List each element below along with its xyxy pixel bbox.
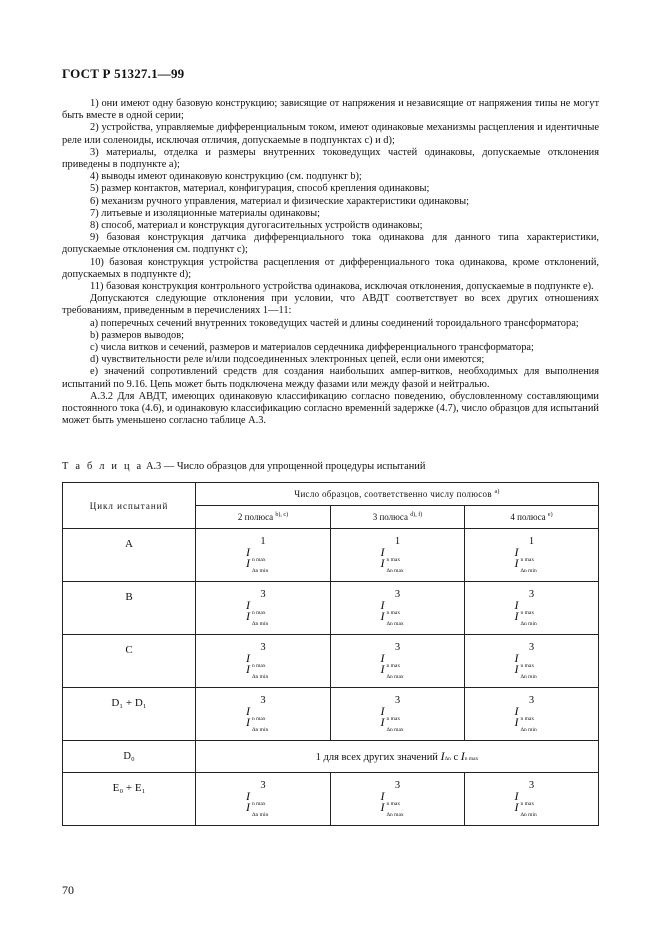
sample-cell xyxy=(196,773,331,826)
table-row xyxy=(63,688,599,741)
table-row xyxy=(63,582,599,635)
current-symbol: I n max xyxy=(246,545,266,563)
current-symbol: I n max xyxy=(246,789,266,807)
current-symbol: I Δn min xyxy=(514,715,537,733)
current-symbol: I Δn min xyxy=(514,556,537,574)
current-symbol: I Δn min xyxy=(514,609,537,627)
sample-count: 3 xyxy=(394,695,401,706)
paragraph: а) поперечных сечений внутренних токоведущих частей и длины соединений тороидального трансформатора; xyxy=(90,317,579,329)
sample-count: 3 xyxy=(260,642,266,653)
page-number: 70 xyxy=(62,883,74,897)
sample-count: 3 xyxy=(528,780,535,791)
sample-cell xyxy=(465,529,599,582)
paragraph: 4) выводы имеют одинаковую конструкцию (см. подпункт b); xyxy=(90,171,362,183)
sample-cell xyxy=(196,529,331,582)
current-symbol: I Δn min xyxy=(246,715,269,733)
sample-cell xyxy=(331,582,465,635)
sample-count: 1 xyxy=(528,536,535,547)
paragraph: 1) они имеют одну базовую конструкцию; зависящие от напряжения и независящие от напряжения типы не могут быть вместе в одной серии; xyxy=(62,98,599,122)
table-row xyxy=(63,529,599,582)
paragraph: 6) механизм ручного управления, материал и физические характеристики одинаковы; xyxy=(90,195,469,207)
sample-count: 3 xyxy=(528,642,535,653)
paragraph: с) числа витков и сечений, размеров и материалов сердечника дифференциального трансформатора; xyxy=(90,342,534,354)
current-symbol: I n max xyxy=(246,651,266,669)
paragraph: 3) материалы, отделка и размеры внутренних токоведущих частей одинаковы, допускаемые отклонения приведены в подпункте а); xyxy=(62,146,599,171)
sample-count: 3 xyxy=(528,589,535,600)
cycle-cell: B xyxy=(63,582,196,635)
sample-cell xyxy=(196,582,331,635)
sample-cell xyxy=(331,773,465,826)
sample-count: 3 xyxy=(260,695,266,706)
header-3-poles: 3 полюса $^{d), f)}$ xyxy=(331,506,465,529)
sample-cell xyxy=(465,635,599,688)
samples-table xyxy=(62,482,599,826)
paragraph: 9) базовая конструкция датчика дифференциального тока одинакова для данного типа характеристики, допускаемые отклонения см. подпункт с); xyxy=(62,232,599,256)
cycle-cell: D₀ xyxy=(63,741,196,773)
paragraph: А.3.2 Для АВДТ, имеющих одинаковую классификацию согласно поведению, обусловленному составляющими постоянного тока (4.6), и одинаковую классификацию согласно временнı́й задержке (4.7), число образцов для испытаний может быть уменьшено согласно таблице А.3. xyxy=(62,390,599,427)
sample-count: 3 xyxy=(394,642,401,653)
paragraph: 11) базовая конструкция контрольного устройства одинакова, исключая отклонения, допускаемые в подпункте е). xyxy=(90,281,594,293)
paragraph: 8) способ, материал и конструкция дугогасительных устройств одинаковы; xyxy=(90,220,423,232)
paragraph: е) значений сопротивлений средств для создания наибольших ампер-витков, необходимых для выполнения испытаний по 9.16. Цепь может быть подключена между фазами или между фазой и нейтралью. xyxy=(62,366,599,390)
sample-cell xyxy=(196,635,331,688)
sample-count: 3 xyxy=(260,589,266,600)
sample-cell xyxy=(196,688,331,741)
table-caption-title: А.3 — Число образцов для упрощенной процедуры испытаний xyxy=(143,461,426,472)
sample-count: 1 xyxy=(394,536,401,547)
document-header: ГОСТ Р 51327.1—99 xyxy=(62,66,185,81)
sample-cell xyxy=(331,635,465,688)
current-symbol: I n max xyxy=(380,651,401,669)
current-symbol: I n max xyxy=(380,598,401,616)
sample-cell xyxy=(465,773,599,826)
cycle-cell: C xyxy=(63,635,196,688)
header-cycle: Цикл испытаний xyxy=(63,483,196,529)
sample-count: 3 xyxy=(528,695,535,706)
current-symbol: I Δn min xyxy=(514,662,537,680)
sample-count: 3 xyxy=(260,780,266,791)
d0-note-cell: 1 для всех других значений IΔn с In max xyxy=(196,741,599,773)
current-symbol: I n max xyxy=(380,789,401,807)
cycle-cell: E₀ + E₁ xyxy=(63,773,196,826)
current-symbol: I Δn max xyxy=(380,662,404,680)
current-symbol: I Δn max xyxy=(380,800,404,818)
paragraph: b) размеров выводов; xyxy=(90,329,184,341)
table-row xyxy=(63,635,599,688)
current-symbol: I n max xyxy=(514,545,535,563)
current-symbol: I n max xyxy=(246,598,266,616)
table-caption-prefix: Т а б л и ц а xyxy=(62,461,144,472)
header-count: Число образцов, соответственно числу полюсов $^{a)}$ xyxy=(196,483,599,506)
current-symbol: I n max xyxy=(514,651,535,669)
current-symbol: I n max xyxy=(380,545,401,563)
table-row xyxy=(63,773,599,826)
current-symbol: I n max xyxy=(514,598,535,616)
sample-count: 3 xyxy=(394,780,401,791)
paragraph: d) чувствительности реле и/или подсоединенных электронных цепей, если они имеются; xyxy=(90,354,485,366)
current-symbol: I n max xyxy=(514,704,535,722)
sample-cell xyxy=(465,688,599,741)
sample-cell xyxy=(465,582,599,635)
cycle-cell: A xyxy=(63,529,196,582)
table-caption xyxy=(62,461,425,472)
sample-cell xyxy=(331,529,465,582)
header-4-poles: 4 полюса $^{e)}$ xyxy=(465,506,599,529)
sample-cell xyxy=(331,688,465,741)
paragraph: 2) устройства, управляемые дифференциальным током, имеют одинаковые механизмы расцепления и идентичные реле или соленоиды, исключая отличия, допускаемые в подпунктах с) и d); xyxy=(62,122,599,146)
current-symbol: I Δn min xyxy=(514,800,537,818)
paragraph: 7) литьевые и изоляционные материалы одинаковы; xyxy=(90,207,321,219)
current-symbol: I Δn max xyxy=(380,715,404,733)
header-2-poles: 2 полюса $^{b), c)}$ xyxy=(196,506,331,529)
sample-count: 3 xyxy=(394,589,401,600)
paragraph: Допускаются следующие отклонения при условии, что АВДТ соответствует во всех других отношениях требованиям, приведенным в перечислениях 1—11: xyxy=(62,293,599,317)
current-symbol: I Δn max xyxy=(380,609,404,627)
body-text xyxy=(62,98,599,427)
current-symbol: I Δn min xyxy=(246,800,269,818)
current-symbol: I n max xyxy=(380,704,401,722)
cycle-cell: D₁ + D₁ xyxy=(63,688,196,741)
current-symbol: I Δn min xyxy=(246,609,269,627)
current-symbol: I n max xyxy=(514,789,535,807)
current-symbol: I n max xyxy=(246,704,266,722)
current-symbol: I Δn min xyxy=(246,556,269,574)
paragraph: 10) базовая конструкция устройства расцепления от дифференциального тока одинакова, кроме отклонений, допускаемых в подпункте d); xyxy=(62,256,599,280)
current-symbol: I Δn min xyxy=(246,662,269,680)
current-symbol: I Δn max xyxy=(380,556,404,574)
sample-count: 1 xyxy=(260,536,266,547)
table-row-d0 xyxy=(63,741,599,773)
paragraph: 5) размер контактов, материал, конфигурация, способ крепления одинаковы; xyxy=(90,183,430,195)
